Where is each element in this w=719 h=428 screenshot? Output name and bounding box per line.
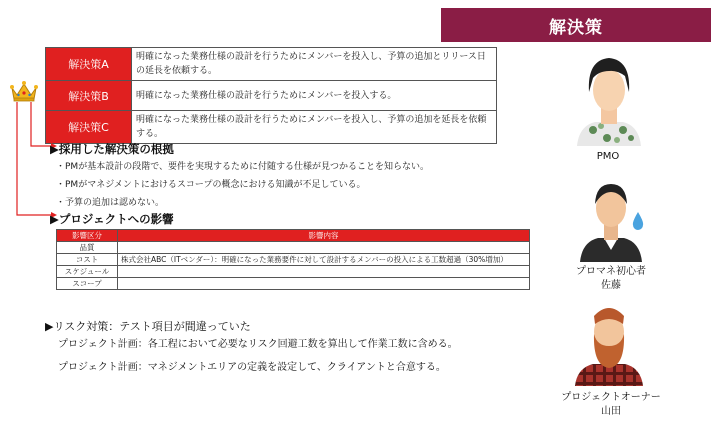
list-item: ・PMが基本設計の段階で、要件を実現するために付随する仕様が見つかることを知らない。 [56, 162, 430, 172]
risk-plan: プロジェクト計画：マネジメントエリアの定義を設定して、クライアントと合意する。 [58, 362, 446, 373]
crown-icon [10, 80, 38, 102]
solution-description: 明確になった業務仕様の設計を行うためにメンバーを投入し、予算の追加とリリース日の延長を依頼する。 [132, 48, 497, 81]
impact-category: スコープ [57, 278, 118, 290]
solutions-table [45, 47, 497, 144]
column-header: 影響内容 [118, 230, 530, 242]
risk-heading: ▶リスク対策：テスト項目が間違っていた [45, 320, 251, 333]
solution-description: 明確になった業務仕様の設計を行うためにメンバーを投入する。 [132, 81, 497, 111]
impact-category: スケジュール [57, 266, 118, 278]
solution-description: 明確になった業務仕様の設計を行うためにメンバーを投入し、予算の追加を延長を依頼する。 [132, 111, 497, 144]
solution-row-c [46, 111, 497, 144]
basis-list [56, 158, 429, 212]
solution-label: 解決策A [46, 48, 132, 81]
solution-label: 解決策B [46, 81, 132, 111]
pmo-avatar [573, 52, 645, 146]
impact-content [118, 278, 530, 290]
solution-row-b [46, 81, 497, 111]
impact-category: コスト [57, 254, 118, 266]
person-name: 山田 [601, 406, 621, 417]
person-name: PMO [596, 151, 620, 162]
person-name: 佐藤 [601, 280, 621, 291]
person-role: プロジェクトオーナー [561, 392, 661, 403]
connector-arrows [17, 102, 57, 218]
list-item: ・予算の追加は認めない。 [56, 198, 165, 208]
sweat-drop-icon [632, 212, 644, 230]
table-header-row [57, 230, 530, 242]
solution-row-a [46, 48, 497, 81]
list-item: ・PMがマネジメントにおけるスコープの概念における知識が不足している。 [56, 180, 366, 190]
impact-content [118, 242, 530, 254]
table-row [57, 278, 530, 290]
table-row [57, 242, 530, 254]
impact-category: 品質 [57, 242, 118, 254]
solution-label: 解決策C [46, 111, 132, 144]
yamada-avatar [573, 302, 645, 386]
impact-heading: ▶プロジェクトへの影響 [50, 212, 174, 226]
impact-content [118, 266, 530, 278]
basis-heading: ▶採用した解決策の根拠 [50, 142, 174, 156]
risk-plan: プロジェクト計画：各工程において必要なリスク回避工数を算出して作業工数に含める。 [58, 339, 458, 350]
person-role: プロマネ初心者 [576, 266, 646, 277]
impact-content: 株式会社ABC（ITベンダー）：明確になった業務要件に対して設計するメンバーの投入による工数超過（30%増加） [118, 254, 530, 266]
table-row [57, 254, 530, 266]
table-row [57, 266, 530, 278]
impact-table [56, 229, 530, 290]
column-header: 影響区分 [57, 230, 118, 242]
page-title: 解決策 [441, 8, 711, 42]
